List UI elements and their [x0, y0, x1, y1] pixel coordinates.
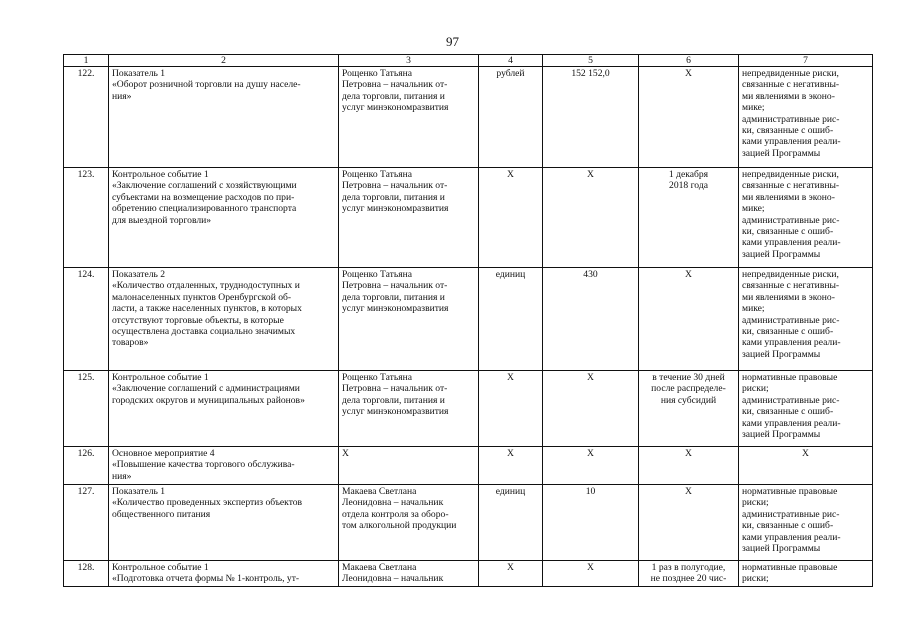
table-row	[64, 561, 873, 587]
risks: нормативные правовые риски; административные рис- ки, связанные с ошиб- ками управления реали- зацией Программы	[739, 371, 873, 447]
unit: единиц	[479, 485, 543, 561]
column-header: 7	[739, 55, 873, 67]
table-row	[64, 268, 873, 371]
column-header: 3	[339, 55, 479, 67]
column-header: 4	[479, 55, 543, 67]
table-row	[64, 168, 873, 268]
row-number: 122.	[64, 67, 109, 168]
column-header: 6	[639, 55, 739, 67]
table-row	[64, 447, 873, 485]
unit: единиц	[479, 268, 543, 371]
responsible-person: Рощенко Татьяна Петровна – начальник от- дела торговли, питания и услуг минэкономразвития	[339, 371, 479, 447]
value: 152 152,0	[543, 67, 639, 168]
measure-name: Показатель 1 «Количество проведенных экспертиз объектов общественного питания	[109, 485, 339, 561]
term: X	[639, 67, 739, 168]
measure-name: Контрольное событие 1 «Заключение соглашений с хозяйствующими субъектами на возмещение расходов по при- обретению специализированного транспорта для выездной торговли»	[109, 168, 339, 268]
term: X	[639, 447, 739, 485]
responsible-person: Рощенко Татьяна Петровна – начальник от- дела торговли, питания и услуг минэкономразвития	[339, 168, 479, 268]
table-row	[64, 67, 873, 168]
row-number: 124.	[64, 268, 109, 371]
table-row	[64, 485, 873, 561]
term: X	[639, 485, 739, 561]
responsible-person: Макаева Светлана Леонидовна – начальник	[339, 561, 479, 587]
column-header: 5	[543, 55, 639, 67]
value: X	[543, 561, 639, 587]
column-header: 1	[64, 55, 109, 67]
header-row	[64, 55, 873, 67]
value: X	[543, 371, 639, 447]
measure-name: Показатель 2 «Количество отдаленных, труднодоступных и малонаселенных пунктов Оренбургской об- ласти, а также населенных пунктов, в которых отсутствуют торговые объекты, в которые осуществлена доставка социально значимых товаров»	[109, 268, 339, 371]
row-number: 126.	[64, 447, 109, 485]
value: 10	[543, 485, 639, 561]
measure-name: Основное мероприятие 4 «Повышение качества торгового обслужива- ния»	[109, 447, 339, 485]
term: 1 декабря 2018 года	[639, 168, 739, 268]
program-table	[63, 54, 873, 587]
value: X	[543, 447, 639, 485]
term: X	[639, 268, 739, 371]
unit: X	[479, 561, 543, 587]
measure-name: Контрольное событие 1 «Подготовка отчета формы № 1-контроль, ут-	[109, 561, 339, 587]
responsible-person: Рощенко Татьяна Петровна – начальник от- дела торговли, питания и услуг минэкономразвития	[339, 268, 479, 371]
term: 1 раз в полугодие, не позднее 20 чис-	[639, 561, 739, 587]
responsible-person: Рощенко Татьяна Петровна – начальник от- дела торговли, питания и услуг минэкономразвития	[339, 67, 479, 168]
value: 430	[543, 268, 639, 371]
risks: непредвиденные риски, связанные с негативны- ми явлениями в эконо- мике; административные рис- ки, связанные с ошиб- ками управления реали- зацией Программы	[739, 268, 873, 371]
unit: рублей	[479, 67, 543, 168]
measure-name: Показатель 1 «Оборот розничной торговли на душу населе- ния»	[109, 67, 339, 168]
responsible-person: X	[339, 447, 479, 485]
column-header: 2	[109, 55, 339, 67]
table-row	[64, 371, 873, 447]
page-number: 97	[446, 34, 459, 49]
measure-name: Контрольное событие 1 «Заключение соглашений с администрациями городских округов и муниципальных районов»	[109, 371, 339, 447]
risks: нормативные правовые риски; административные рис- ки, связанные с ошиб- ками управления реали- зацией Программы	[739, 485, 873, 561]
row-number: 127.	[64, 485, 109, 561]
risks: непредвиденные риски, связанные с негативны- ми явлениями в эконо- мике; административные рис- ки, связанные с ошиб- ками управления реали- зацией Программы	[739, 67, 873, 168]
row-number: 123.	[64, 168, 109, 268]
term: в течение 30 дней после распределе- ния субсидий	[639, 371, 739, 447]
row-number: 125.	[64, 371, 109, 447]
risks: нормативные правовые риски;	[739, 561, 873, 587]
risks: непредвиденные риски, связанные с негативны- ми явлениями в эконо- мике; административные рис- ки, связанные с ошиб- ками управления реали- зацией Программы	[739, 168, 873, 268]
unit: X	[479, 168, 543, 268]
unit: X	[479, 447, 543, 485]
responsible-person: Макаева Светлана Леонидовна – начальник отдела контроля за оборо- том алкогольной продукции	[339, 485, 479, 561]
row-number: 128.	[64, 561, 109, 587]
unit: X	[479, 371, 543, 447]
value: X	[543, 168, 639, 268]
risks: X	[739, 447, 873, 485]
